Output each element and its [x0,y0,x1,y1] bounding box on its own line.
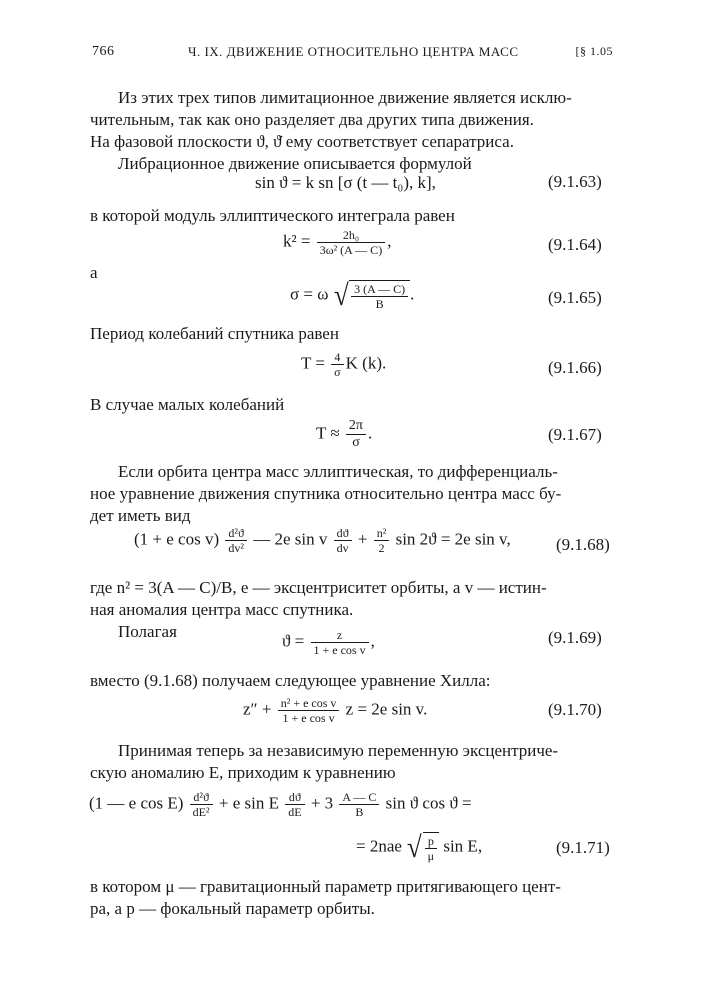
running-header [92,44,613,66]
formula: sin ϑ = k sn [σ (t — t₀), k], [255,173,436,192]
equation-number: (9.1.68) [556,535,610,554]
denominator: 3ω² (A — C) [319,243,383,257]
numerator: 2π [346,418,366,435]
paragraph-line: ная аномалия центра масс спутника. [90,600,354,619]
equation-number: (9.1.64) [548,235,602,254]
formula-tail: sin 2ϑ = 2e sin v, [395,529,511,549]
numerator: z [311,628,369,643]
formula-lhs: z″ + [243,699,272,719]
formula-lhs: T ≈ [316,423,340,443]
equation-9-1-71-line-2 [356,832,482,863]
paragraph-line: Полагая [118,622,177,641]
equation-9-1-66 [301,350,386,379]
radical-sign: √ [407,830,422,864]
equation-number: (9.1.67) [548,425,602,444]
paragraph-line: Принимая теперь за независимую переменную эксцентриче- [118,741,559,760]
formula-tail: z = 2e sin v. [345,699,428,719]
formula-tail: , [387,231,392,251]
fraction [285,790,304,819]
numerator: dϑ [285,790,304,805]
equation-9-1-67 [316,418,372,451]
denominator: σ [334,365,341,379]
numerator: A — C [339,790,379,805]
paragraph-line: а [90,263,98,282]
paragraph-line: дет иметь вид [90,506,191,525]
equation-9-1-71-line-1 [89,790,472,819]
numerator: n² + e cos v [278,696,340,711]
denominator: B [355,805,364,819]
formula-lhs: σ = ω [290,284,329,304]
denominator: 2 [378,541,385,555]
equation-number: (9.1.70) [548,700,602,719]
equation-number: (9.1.71) [556,838,610,857]
paragraph-line: ра, а p — фокальный параметр орбиты. [90,899,375,918]
fraction [334,526,352,555]
numerator: 2h₀ [317,228,386,243]
formula-part: + 3 [310,793,334,813]
equation-9-1-70 [243,696,427,725]
paragraph-line: На фазовой плоскости ϑ, ϑ̇ ему соответствует сепаратриса. [90,132,514,151]
formula-tail: sin ϑ cos ϑ = [385,793,472,813]
square-root [333,280,410,311]
paragraph-line: скую аномалию E, приходим к уравнению [90,763,396,782]
chapter-title: Ч. IX. ДВИЖЕНИЕ ОТНОСИТЕЛЬНО ЦЕНТРА МАСС [188,44,519,59]
numerator: n² [374,526,390,541]
formula-part: (1 + e cos v) [134,529,220,549]
equation-number: (9.1.66) [548,358,602,377]
fraction [425,834,437,863]
fraction [346,418,366,451]
fraction [225,526,247,555]
denominator: 1 + e cos v [313,643,366,657]
paragraph-line: ное уравнение движения спутника относительно центра масс бу- [90,484,562,503]
formula-tail: K (k). [345,353,387,373]
paragraph-line: Из этих трех типов лимитационное движение является исклю- [118,88,572,107]
formula-tail: sin E, [443,836,483,856]
formula-part: — 2e sin v [253,529,328,549]
radicand [349,280,410,311]
paragraph-line: в котором μ — гравитационный параметр притягивающего цент- [90,877,561,896]
fraction [374,526,390,555]
equation-9-1-65 [290,280,414,311]
paragraph-line: Период колебаний спутника равен [90,324,339,343]
denominator: dv [336,541,349,555]
denominator: 1 + e cos v [282,711,335,725]
equation-9-1-63 [255,172,436,194]
formula-lhs: T = [301,353,325,373]
formula-part: (1 — e cos E) [89,793,184,813]
fraction [190,790,213,819]
paragraph-line: Либрационное движение описывается формулой [118,154,472,173]
equation-number: (9.1.63) [548,172,602,191]
denominator: B [375,297,384,311]
numerator: d²ϑ [225,526,247,541]
square-root [406,832,439,863]
formula-tail: , [370,631,375,651]
section-marker: [§ 1.05 [575,44,613,58]
page-number: 766 [92,44,115,59]
fraction [317,228,386,257]
radical-sign: √ [333,278,349,312]
equation-number: (9.1.69) [548,628,602,647]
numerator: 3 (A — C) [351,282,408,297]
equation-9-1-69 [282,628,375,657]
equation-9-1-64 [283,228,391,257]
formula-tail: . [368,423,373,443]
fraction [351,282,408,311]
formula-lhs: ϑ = [282,631,305,651]
equation-9-1-68 [134,526,511,555]
formula-part: + [357,529,368,549]
fraction [278,696,340,725]
paragraph-line: где n² = 3(A — C)/B, e — эксцентриситет орбиты, а v — истин- [90,578,547,597]
paragraph-line: чительным, так как оно разделяет два других типа движения. [90,110,534,129]
denominator: dv² [228,541,244,555]
formula-tail: . [410,284,415,304]
denominator: dE [288,805,302,819]
denominator: σ [352,435,360,450]
numerator: 4 [331,350,343,365]
formula-part: + e sin E [218,793,279,813]
paragraph-line: Если орбита центра масс эллиптическая, то дифференциаль- [118,462,558,481]
paragraph-line: в которой модуль эллиптического интеграла равен [90,206,455,225]
radicand [423,832,439,863]
paragraph-line: В случае малых колебаний [90,395,285,414]
numerator: dϑ [334,526,352,541]
fraction [339,790,379,819]
formula-lhs: k² = [283,231,311,251]
fraction [331,350,343,379]
equation-number: (9.1.65) [548,288,602,307]
paragraph-line: вместо (9.1.68) получаем следующее уравнение Хилла: [90,671,491,690]
numerator: d²ϑ [190,790,213,805]
formula-part: = 2nae [356,836,402,856]
numerator: p [425,834,437,849]
denominator: μ [427,849,435,863]
fraction [311,628,369,657]
denominator: dE² [192,805,210,819]
